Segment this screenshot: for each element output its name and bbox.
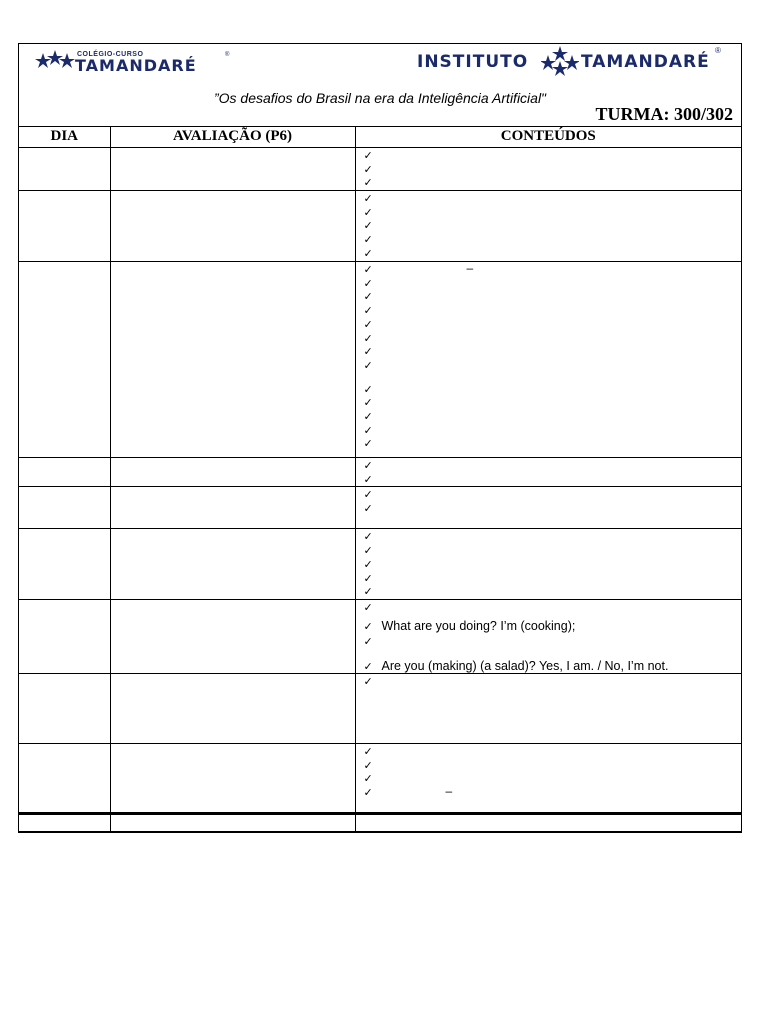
content-item — [364, 318, 742, 332]
conteudos-cell — [355, 191, 741, 262]
table-row — [19, 487, 741, 529]
content-item — [364, 675, 742, 689]
content-item — [364, 219, 742, 233]
registered-mark: ® — [715, 46, 721, 55]
checkmark-icon: ✓ — [363, 438, 373, 451]
checkmark-icon: ✓ — [363, 234, 373, 247]
avaliacao-cell — [110, 148, 355, 191]
content-item — [364, 192, 742, 206]
content-item — [364, 206, 742, 220]
content-item — [364, 572, 742, 586]
dia-cell — [19, 529, 110, 600]
checkmark-icon: ✓ — [363, 489, 373, 502]
table-row — [19, 529, 741, 600]
avaliacao-cell — [110, 487, 355, 529]
content-item — [364, 304, 742, 318]
checkmark-icon: ✓ — [363, 602, 373, 615]
checkmark-icon: ✓ — [363, 621, 373, 634]
content-item — [364, 410, 742, 424]
dia-cell — [19, 673, 110, 743]
checkmark-icon: ✓ — [363, 660, 373, 673]
checkmark-icon: ✓ — [363, 503, 373, 516]
table-row — [19, 673, 741, 743]
checkmark-icon: ✓ — [363, 558, 373, 571]
content-item — [364, 488, 742, 502]
stars-emblem-icon — [35, 50, 75, 72]
content-item — [364, 277, 742, 291]
table-row — [19, 600, 741, 673]
content-item — [364, 383, 742, 397]
checkmark-icon: ✓ — [363, 410, 373, 423]
content-item — [364, 601, 742, 615]
checkmark-icon: ✓ — [363, 193, 373, 206]
table-header-row — [19, 127, 741, 148]
conteudos-cell — [355, 148, 741, 191]
table-cell — [19, 813, 110, 831]
logo-small-text: COLÉGIO-CURSO — [77, 51, 144, 58]
dia-cell — [19, 191, 110, 262]
content-item-text: What are you doing? I’m (cooking); — [381, 619, 576, 634]
checkmark-icon: ✓ — [363, 305, 373, 318]
content-item — [364, 657, 742, 673]
checkmark-icon: ✓ — [363, 247, 373, 260]
checkmark-icon: ✓ — [363, 291, 373, 304]
checkmark-icon: ✓ — [363, 586, 373, 599]
content-item — [364, 558, 742, 572]
content-item — [364, 473, 742, 487]
column-header-conteudos: CONTEÚDOS — [355, 127, 741, 148]
dia-cell — [19, 458, 110, 487]
content-item — [364, 290, 742, 304]
conteudos-cell — [355, 487, 741, 529]
content-item — [364, 233, 742, 247]
content-item — [364, 359, 742, 373]
content-item-text: Are you (making) (a salad)? Yes, I am. / No, I’m not. — [381, 658, 669, 673]
avaliacao-cell — [110, 191, 355, 262]
column-header-dia: DIA — [19, 127, 110, 148]
dia-cell — [19, 487, 110, 529]
checkmark-icon: ✓ — [363, 473, 373, 486]
conteudos-cell — [355, 262, 741, 458]
checkmark-icon: ✓ — [363, 460, 373, 473]
content-item — [364, 759, 742, 773]
checkmark-icon: ✓ — [363, 177, 373, 190]
column-header-avaliacao: AVALIAÇÃO (P6) — [110, 127, 355, 148]
content-item — [364, 345, 742, 359]
avaliacao-cell — [110, 529, 355, 600]
conteudos-cell — [355, 673, 741, 743]
checkmark-icon: ✓ — [363, 318, 373, 331]
content-item — [363, 783, 742, 800]
content-item — [364, 772, 742, 786]
logo-big-text: TAMANDARÉ — [75, 56, 197, 75]
content-item — [364, 176, 742, 190]
avaliacao-cell — [110, 743, 355, 813]
avaliacao-cell — [110, 600, 355, 673]
checkmark-icon: ✓ — [363, 745, 373, 758]
content-item — [364, 544, 742, 558]
checkmark-icon: ✓ — [363, 163, 373, 176]
class-label: TURMA: 300/302 — [595, 104, 733, 124]
content-item — [364, 745, 742, 759]
avaliacao-cell — [110, 262, 355, 458]
table-cell — [355, 813, 741, 831]
checkmark-icon: ✓ — [363, 264, 373, 277]
content-item — [364, 502, 742, 516]
checkmark-icon: ✓ — [363, 531, 373, 544]
document-header — [19, 44, 741, 127]
table-footer-row — [19, 813, 741, 831]
checkmark-icon: ✓ — [363, 346, 373, 359]
checkmark-icon: ✓ — [363, 545, 373, 558]
content-item — [364, 530, 742, 544]
content-item — [364, 163, 742, 177]
content-item — [364, 263, 742, 277]
checkmark-icon: ✓ — [363, 572, 373, 585]
content-item — [364, 459, 742, 473]
content-item — [364, 149, 742, 163]
conteudos-cell — [355, 600, 741, 673]
logo-word-instituto: INSTITUTO — [417, 52, 529, 72]
avaliacao-cell — [110, 458, 355, 487]
content-item — [364, 424, 742, 438]
dash-mark: – — [466, 261, 474, 276]
checkmark-icon: ✓ — [363, 277, 373, 290]
table-row — [19, 191, 741, 262]
dia-cell — [19, 148, 110, 191]
registered-mark: ® — [225, 52, 230, 58]
motto-text: ”Os desafios do Brasil na era da Inteligência Artificial" — [213, 90, 547, 106]
conteudos-cell — [355, 529, 741, 600]
checkmark-icon: ✓ — [363, 675, 373, 688]
checkmark-icon: ✓ — [363, 773, 373, 786]
table-row — [19, 458, 741, 487]
checkmark-icon: ✓ — [363, 359, 373, 372]
table-cell — [110, 813, 355, 831]
dia-cell — [19, 600, 110, 673]
content-item — [364, 332, 742, 346]
content-item — [364, 247, 742, 261]
instituto-tamandare-logo — [417, 46, 727, 76]
checkmark-icon: ✓ — [363, 332, 373, 345]
colegio-curso-tamandare-logo — [35, 48, 235, 76]
checkmark-icon: ✓ — [363, 636, 373, 649]
checkmark-icon: ✓ — [363, 759, 373, 772]
content-item — [364, 437, 742, 451]
checkmark-icon: ✓ — [363, 383, 373, 396]
checkmark-icon: ✓ — [363, 220, 373, 233]
assessment-table — [19, 127, 741, 832]
content-item — [364, 617, 742, 633]
content-item — [364, 635, 742, 649]
table-row — [19, 743, 741, 813]
table-row — [19, 262, 741, 458]
conteudos-cell — [355, 743, 741, 813]
stars-emblem-icon — [541, 46, 579, 76]
checkmark-icon: ✓ — [363, 150, 373, 162]
checkmark-icon: ✓ — [363, 206, 373, 219]
dash-mark: – — [445, 783, 453, 798]
checkmark-icon: ✓ — [363, 786, 373, 799]
content-item — [364, 396, 742, 410]
schedule-document — [18, 43, 742, 833]
dia-cell — [19, 743, 110, 813]
avaliacao-cell — [110, 673, 355, 743]
checkmark-icon: ✓ — [363, 424, 373, 437]
table-row — [19, 148, 741, 191]
logo-word-tamandare: TAMANDARÉ — [581, 52, 710, 72]
checkmark-icon: ✓ — [363, 397, 373, 410]
content-item — [364, 585, 742, 599]
conteudos-cell — [355, 458, 741, 487]
dia-cell — [19, 262, 110, 458]
